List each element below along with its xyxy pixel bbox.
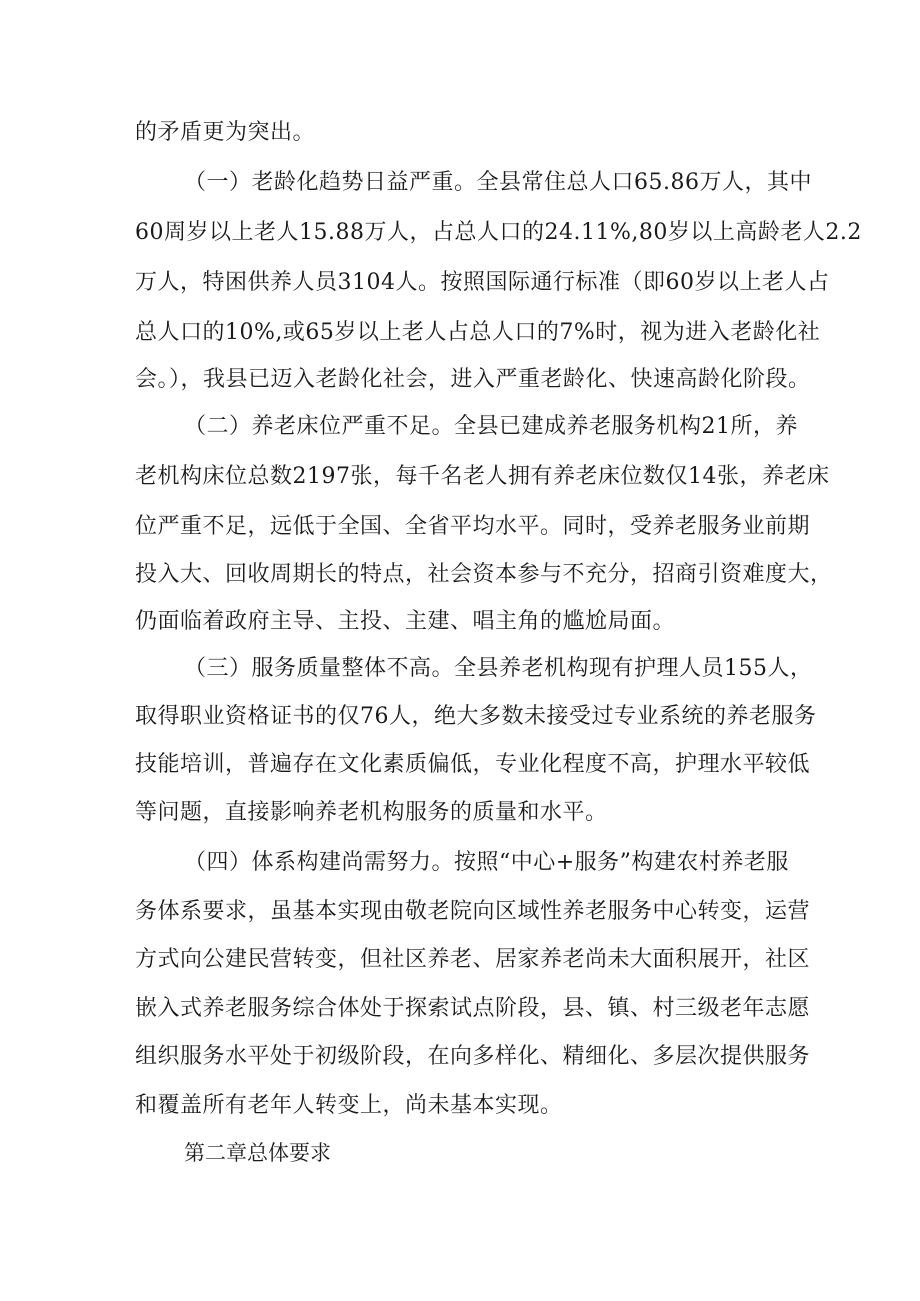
text-line: 的矛盾更为突出。 bbox=[135, 120, 316, 145]
text-line: 方式向公建民营转变，但社区养老、居家养老尚未大面积展开，社区 bbox=[135, 947, 811, 972]
paragraph-4-start: （四）体系构建尚需努力。按照“中心+服务”构建农村养老服 bbox=[184, 850, 789, 875]
text-line: 务体系要求，虽基本实现由敬老院向区域性养老服务中心转变，运营 bbox=[135, 899, 811, 924]
paragraph-2-start: （二）养老床位严重不足。全县已建成养老服务机构21所，养 bbox=[184, 414, 798, 439]
text-line: 60周岁以上老人15.88万人，占总人口的24.11%,80岁以上高龄老人2.2 bbox=[135, 220, 862, 245]
text-line: 万人，特困供养人员3104人。按照国际通行标准（即60岁以上老人占 bbox=[135, 270, 830, 295]
text-line: 老机构床位总数2197张，每千名老人拥有养老床位数仅14张，养老床 bbox=[135, 464, 830, 489]
paragraph-1-start: （一）老龄化趋势日益严重。全县常住总人口65.86万人，其中 bbox=[184, 170, 812, 195]
text-line: 等问题，直接影响养老机构服务的质量和水平。 bbox=[135, 800, 608, 825]
text-line: 投入大、回收周期长的特点，社会资本参与不充分，招商引资难度大， bbox=[135, 562, 833, 587]
text-line: 会。），我县已迈入老龄化社会，进入严重老龄化、快速高龄化阶段。 bbox=[135, 367, 811, 392]
text-line: 和覆盖所有老年人转变上，尚未基本实现。 bbox=[135, 1093, 563, 1118]
text-line: 仍面临着政府主导、主投、主建、唱主角的尴尬局面。 bbox=[135, 609, 676, 634]
text-line: 取得职业资格证书的仅76人，绝大多数未接受过专业系统的养老服务 bbox=[135, 704, 817, 729]
text-line: 位严重不足，远低于全国、全省平均水平。同时，受养老服务业前期 bbox=[135, 514, 811, 539]
text-line: 技能培训，普遍存在文化素质偏低，专业化程度不高，护理水平较低 bbox=[135, 752, 811, 777]
text-line: 嵌入式养老服务综合体处于探索试点阶段，县、镇、村三级老年志愿 bbox=[135, 996, 811, 1021]
paragraph-3-start: （三）服务质量整体不高。全县养老机构现有护理人员155人， bbox=[184, 656, 813, 681]
text-line: 组织服务水平处于初级阶段，在向多样化、精细化、多层次提供服务 bbox=[135, 1044, 811, 1069]
text-line: 总人口的10%,或65岁以上老人占总人口的7%时，视为进入老龄化社 bbox=[135, 320, 821, 345]
chapter-heading: 第二章总体要求 bbox=[184, 1141, 331, 1165]
